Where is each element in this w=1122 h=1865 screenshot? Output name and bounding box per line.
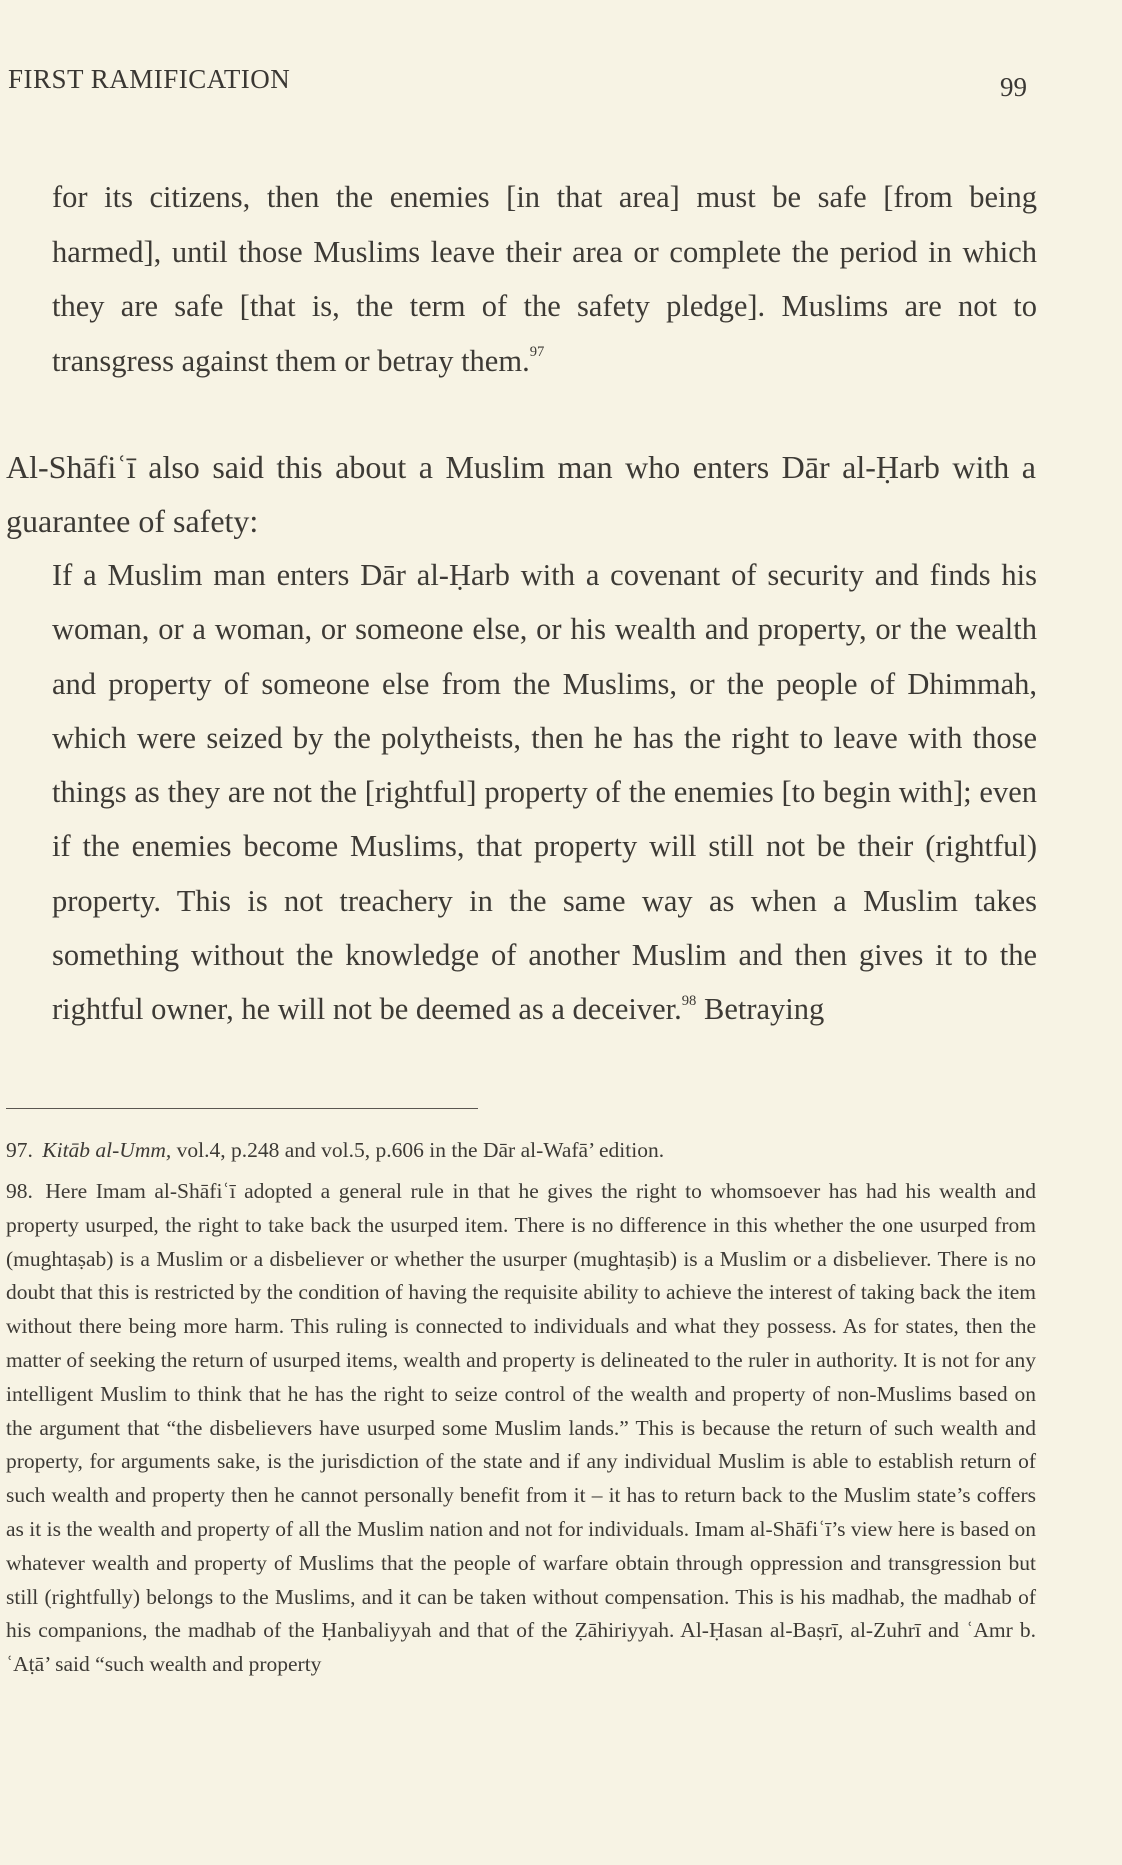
footnote-97: [6, 1134, 1036, 1166]
footnote-97-text: vol.4, p.248 and vol.5, p.606 in the Dār al-Wafā’ edition.: [176, 1138, 665, 1162]
footnote-97-title: Kitāb al-Umm,: [42, 1138, 172, 1162]
footnote-98: [6, 1175, 1036, 1682]
footnote-98-text: Here Imam al-Shāfiʿī adopted a general rule in that he gives the right to whomsoever has had his wealth and property usurped, the right to take back the usurped item. There is no difference in this whether the one usurped from (mughtaṣab) is a Muslim or a disbeliever or whether the usurper (mughtaṣib) is a Muslim or a disbeliever. There is no doubt that this is restricted by the condition of having the requisite ability to achieve the interest of taking back the item without there being more harm. This ruling is connected to individuals and what they possess. As for states, then the matter of seeking the return of usurped items, wealth and property is delineated to the ruler in authority. It is not for any intelligent Muslim to think that he has the right to seize control of the wealth and property of non-Muslims based on the argument that “the disbelievers have usurped some Muslim lands.” This is because the return of such wealth and property, for arguments sake, is the jurisdiction of the state and if any individual Muslim is able to establish return of such wealth and property then he cannot personally benefit from it – it has to return back to the Muslim state’s coffers as it is the wealth and property of all the Muslim nation and not for individuals. Imam al-Shāfiʿī’s view here is based on whatever wealth and property of Muslims that the people of warfare obtain through oppression and transgression but still (rightfully) belongs to the Muslims, and it can be taken without compensation. This is his madhab, the madhab of his companions, the madhab of the Ḥanbaliyyah and that of the Ẓāhiriyyah. Al-Ḥasan al-Baṣrī, al-Zuhrī and ʿAmr b. ʿAṭā’ said “such wealth and property: [6, 1179, 1036, 1677]
block-quote-continued: [52, 170, 1037, 388]
footnote-97-label: 97.: [6, 1138, 33, 1162]
footnote-98-label: 98.: [6, 1179, 33, 1203]
quote-2-text: If a Muslim man enters Dār al-Ḥarb with a covenant of security and finds his woman, or a woman, or someone else, or his wealth and property, or the wealth and property of someone else from the Muslims, or the people of Dhimmah, which were seized by the polytheists, then he has the right to leave with those things as they are not the [rightful] property of the enemies [to begin with]; even if the enemies become Muslims, that property will still not be their (rightful) property. This is not treachery in the same way as when a Muslim takes something without the knowledge of another Muslim and then gives it to the rightful owner, he will not be deemed as a deceiver.: [52, 558, 1037, 1027]
intro-paragraph: Al-Shāfiʿī also said this about a Muslim man who enters Dār al-Ḥarb with a guarantee of safety:: [6, 449, 1036, 539]
block-quote: [52, 548, 1037, 1037]
quote-2-tail: Betraying: [703, 992, 825, 1027]
page-number: 99: [1000, 72, 1027, 102]
footnote-ref-97[interactable]: 97: [529, 344, 545, 361]
footnote-ref-98[interactable]: 98: [681, 993, 697, 1010]
running-head: FIRST RAMIFICATION: [8, 64, 291, 94]
footnote-divider: [6, 1108, 478, 1109]
quote-1-text: for its citizens, then the enemies [in that area] must be safe [from being harmed], until those Muslims leave their area or complete the period in which they are safe [that is, the term of the safety pledge]. Muslims are not to transgress against them or betray them.: [52, 180, 1037, 378]
